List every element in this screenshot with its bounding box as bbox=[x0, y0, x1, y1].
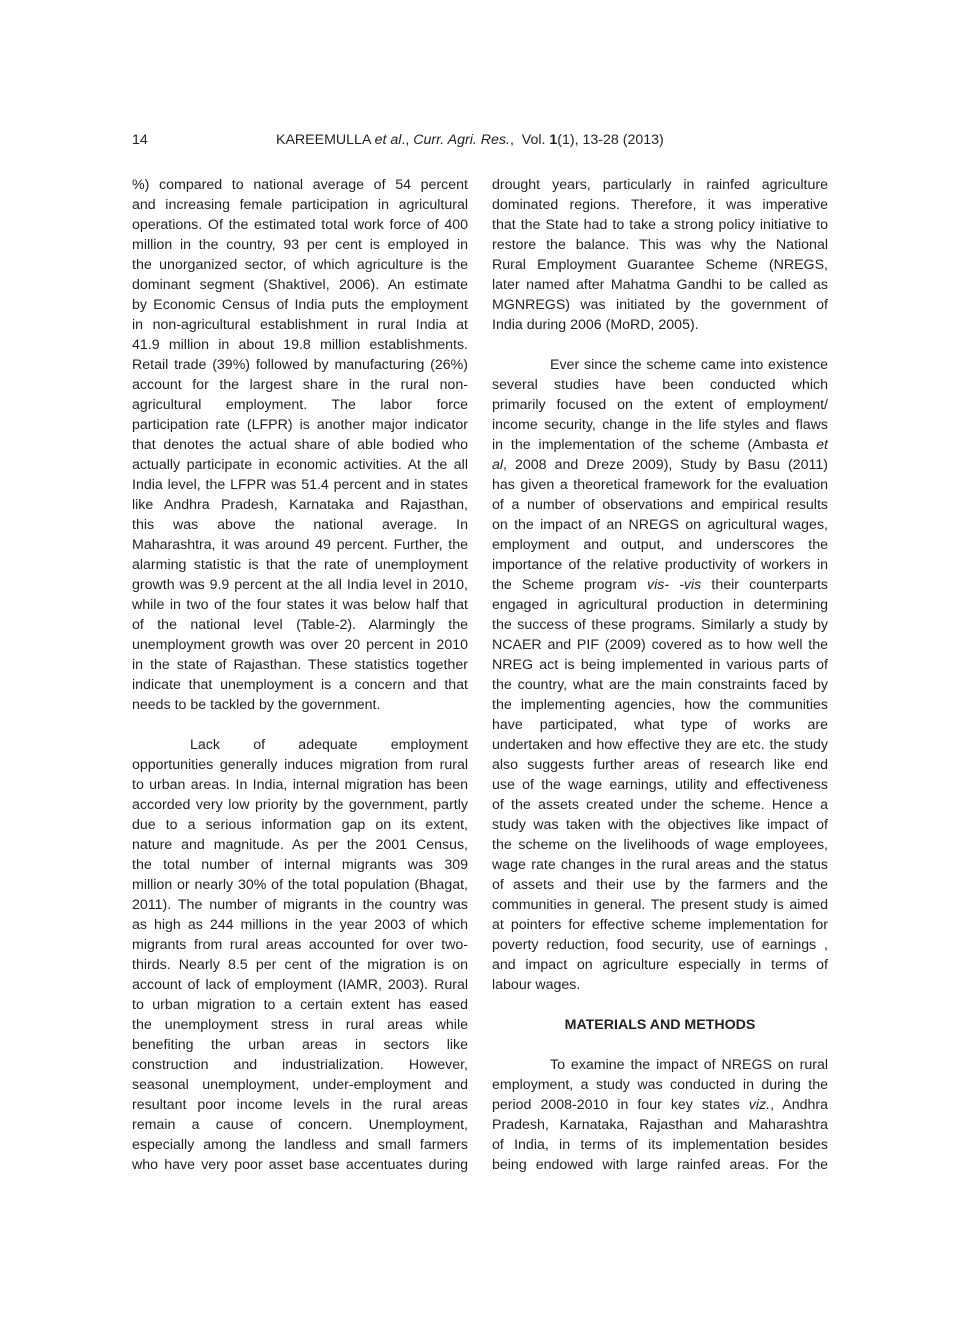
text-line: communities in general. The present study is aimed bbox=[492, 897, 828, 913]
paragraph-prior-studies bbox=[492, 355, 828, 995]
text-line: by Economic Census of India puts the employment bbox=[132, 297, 468, 313]
paragraph-gap bbox=[492, 1035, 828, 1055]
paragraph-gap bbox=[492, 335, 828, 355]
text-line: opportunities generally induces migration from rural bbox=[132, 757, 468, 773]
authors: KAREEMULLA bbox=[276, 132, 371, 148]
text-line: MGNREGS) was initiated by the government of bbox=[492, 297, 828, 313]
text-line: as high as 244 millions in the year 2003 of which bbox=[132, 917, 468, 933]
text-line: engaged in agricultural production in determining bbox=[492, 597, 828, 613]
paragraph-labor-statistics bbox=[132, 175, 468, 715]
text-line: on the impact of an NREGS on agricultural wages, bbox=[492, 517, 828, 533]
text-line: indicate that unemployment is a concern and that bbox=[132, 677, 468, 693]
text-line: the total number of internal migrants was 309 bbox=[132, 857, 468, 873]
vol-label: Vol. bbox=[521, 132, 546, 148]
text-line: migrants from rural areas accounted for over two- bbox=[132, 937, 468, 953]
right-column bbox=[492, 175, 828, 1175]
text-line: 41.9 million in about 19.8 million establishments. bbox=[132, 337, 468, 353]
text-line: this was above the national average. In bbox=[132, 517, 468, 533]
text-line: unemployment growth was over 20 percent in 2010 bbox=[132, 637, 468, 653]
paragraph-nregs-origin bbox=[492, 175, 828, 335]
text-line: NREG act is being implemented in various parts of bbox=[492, 657, 828, 673]
text-line: thirds. Nearly 8.5 per cent of the migration is on bbox=[132, 957, 468, 973]
volume-number: 1 bbox=[549, 132, 558, 148]
text-line: India during 2006 (MoRD, 2005). bbox=[492, 317, 699, 333]
text-line: the implementing agencies, how the communities bbox=[492, 697, 828, 713]
text-line: agricultural employment. The labor force bbox=[132, 397, 468, 413]
text-line: primarily focused on the extent of employment/ bbox=[492, 397, 828, 413]
text-segment: their counterparts bbox=[701, 577, 828, 593]
text-line: resultant poor income levels in the rural areas bbox=[132, 1097, 468, 1113]
text-line: actually participate in economic activities. At the all bbox=[132, 457, 468, 473]
text-line: wage rate changes in the rural areas and the status bbox=[492, 857, 828, 873]
citation-al: al bbox=[492, 457, 504, 473]
text-line: at pointers for effective scheme implementation for bbox=[492, 917, 828, 933]
text-line: especially among the landless and small farmers bbox=[132, 1137, 468, 1153]
text-line: has given a theoretical framework for the evaluation bbox=[492, 477, 828, 493]
text-line: operations. Of the estimated total work force of 400 bbox=[132, 217, 468, 233]
text-line: importance of the relative productivity of workers in bbox=[492, 557, 828, 573]
text-line: in the state of Rajasthan. These statistics together bbox=[132, 657, 468, 673]
text-line: alarming statistic is that the rate of unemployment bbox=[132, 557, 468, 573]
text-line: of the national level (Table-2). Alarmingly the bbox=[132, 617, 468, 633]
text-line: Retail trade (39%) followed by manufacturing (26%) bbox=[132, 357, 468, 373]
page-number: 14 bbox=[132, 132, 148, 148]
text-line: million in the country, 93 per cent is employed in bbox=[132, 237, 468, 253]
text-line: of the assets created under the scheme. Hence a bbox=[492, 797, 828, 813]
text-line: dominated regions. Therefore, it was imperative bbox=[492, 197, 828, 213]
text-line: nature and magnitude. As per the 2001 Census, bbox=[132, 837, 468, 853]
text-line: account for the largest share in the rural non- bbox=[132, 377, 468, 393]
text-line: and increasing female participation in agricultural bbox=[132, 197, 468, 213]
text-line: in non-agricultural establishment in rural India at bbox=[132, 317, 468, 333]
issue-pages-year: (1), 13-28 (2013) bbox=[557, 132, 664, 148]
text-line: of India, in terms of its implementation besides bbox=[492, 1137, 828, 1153]
text-line: the scheme on the livelihoods of wage employees, bbox=[492, 837, 828, 853]
text-line: restore the balance. This was why the National bbox=[492, 237, 828, 253]
text-line: later named after Mahatma Gandhi to be called as bbox=[492, 277, 828, 293]
text-line: account of lack of employment (IAMR, 2003). Rural bbox=[132, 977, 468, 993]
text-line: 2011). The number of migrants in the country was bbox=[132, 897, 468, 913]
text-line bbox=[492, 1095, 828, 1115]
text-line: poverty reduction, food security, use of earnings , bbox=[492, 937, 828, 953]
text-line: like Andhra Pradesh, Karnataka and Rajasthan, bbox=[132, 497, 468, 513]
text-segment: , 2008 and Dreze 2009), Study by Basu (2011) bbox=[503, 457, 828, 473]
text-line: remain a cause of concern. Unemployment, bbox=[132, 1117, 468, 1133]
text-line: have participated, what type of works are bbox=[492, 717, 828, 733]
journal-citation: KAREEMULLA et al., Curr. Agri. Res., Vol. 1(1), 13-28 (2013) bbox=[276, 132, 664, 148]
text-line: study was taken with the objectives like impact of bbox=[492, 817, 828, 833]
running-header bbox=[132, 130, 828, 150]
text-line: the success of these programs. Similarly a study by bbox=[492, 617, 828, 633]
text-line: To examine the impact of NREGS on rural bbox=[550, 1057, 828, 1073]
text-line: Maharashtra, it was around 49 percent. Further, the bbox=[132, 537, 468, 553]
text-segment: in the implementation of the scheme (Ambasta bbox=[492, 437, 817, 453]
text-line: due to a serious information gap on its extent, bbox=[132, 817, 468, 833]
et-al: et al bbox=[374, 132, 402, 148]
paragraph-gap bbox=[492, 995, 828, 1015]
journal-name: Curr. Agri. Res. bbox=[413, 132, 510, 148]
viz-term: viz. bbox=[748, 1097, 771, 1113]
text-line bbox=[492, 575, 828, 595]
text-line: that denotes the actual share of able bodied who bbox=[132, 437, 468, 453]
text-line: to urban areas. In India, internal migration has been bbox=[132, 777, 468, 793]
text-line: dominant segment (Shaktivel, 2006). An estimate bbox=[132, 277, 468, 293]
text-segment: period 2008-2010 in four key states bbox=[492, 1097, 749, 1113]
text-line: Rural Employment Guarantee Scheme (NREGS, bbox=[492, 257, 828, 273]
text-segment: the Scheme program bbox=[492, 577, 647, 593]
text-line: Ever since the scheme came into existence bbox=[550, 357, 828, 373]
text-line: being endowed with large rainfed areas. For the bbox=[492, 1157, 828, 1173]
text-line: drought years, particularly in rainfed agriculture bbox=[492, 177, 828, 193]
left-column bbox=[132, 175, 468, 1175]
section-heading: MATERIALS AND METHODS bbox=[564, 1017, 756, 1033]
text-line: needs to be tackled by the government. bbox=[132, 697, 381, 713]
text-line: accorded very low priority by the government, partly bbox=[132, 797, 468, 813]
paragraph-methods bbox=[492, 1055, 828, 1175]
text-line: Lack of adequate employment bbox=[190, 737, 468, 753]
text-line: growth was 9.9 percent at the all India level in 2010, bbox=[132, 577, 468, 593]
text-line: also suggests further areas of research like end bbox=[492, 757, 828, 773]
text-line: to urban migration to a certain extent has eased bbox=[132, 997, 468, 1013]
text-line: NCAER and PIF (2009) covered as to how well the bbox=[492, 637, 828, 653]
text-line bbox=[492, 455, 828, 475]
text-line bbox=[492, 435, 828, 455]
text-line: of a number of observations and empirical results bbox=[492, 497, 828, 513]
text-line: several studies have been conducted which bbox=[492, 377, 828, 393]
paragraph-gap bbox=[132, 715, 468, 735]
text-line: who have very poor asset base accentuates during bbox=[132, 1157, 468, 1173]
text-line: the country, what are the main constraints faced by bbox=[492, 677, 828, 693]
text-line: employment and output, and underscores the bbox=[492, 537, 828, 553]
text-line: India level, the LFPR was 51.4 percent and in states bbox=[132, 477, 468, 493]
text-line: benefiting the urban areas in sectors like bbox=[132, 1037, 468, 1053]
text-line: seasonal unemployment, under-employment and bbox=[132, 1077, 468, 1093]
text-segment: , Andhra bbox=[770, 1097, 828, 1113]
text-line: million or nearly 30% of the total population (Bhagat, bbox=[132, 877, 468, 893]
citation-et: et bbox=[816, 437, 828, 453]
text-line: undertaken and how effective they are etc. the study bbox=[492, 737, 828, 753]
text-line: labour wages. bbox=[492, 977, 581, 993]
text-line: of assets and their use by the farmers and the bbox=[492, 877, 828, 893]
text-line: construction and industrialization. However, bbox=[132, 1057, 468, 1073]
text-line: income security, change in the life styles and flaws bbox=[492, 417, 828, 433]
text-line: that the State had to take a strong policy initiative to bbox=[492, 217, 828, 233]
paragraph-migration bbox=[132, 735, 468, 1175]
text-line: Pradesh, Karnataka, Rajasthan and Maharashtra bbox=[492, 1117, 828, 1133]
text-line: use of the wage earnings, utility and effectiveness bbox=[492, 777, 828, 793]
text-line: the unorganized sector, of which agriculture is the bbox=[132, 257, 468, 273]
text-line: the unemployment stress in rural areas while bbox=[132, 1017, 468, 1033]
text-line: employment, a study was conducted in during the bbox=[492, 1077, 828, 1093]
vis-a-vis-term: vis- -vis bbox=[647, 577, 702, 593]
text-line: while in two of the four states it was below half that bbox=[132, 597, 468, 613]
text-line: participation rate (LFPR) is another major indicator bbox=[132, 417, 468, 433]
text-line: and impact on agriculture especially in terms of bbox=[492, 957, 828, 973]
text-line: %) compared to national average of 54 percent bbox=[132, 177, 468, 193]
